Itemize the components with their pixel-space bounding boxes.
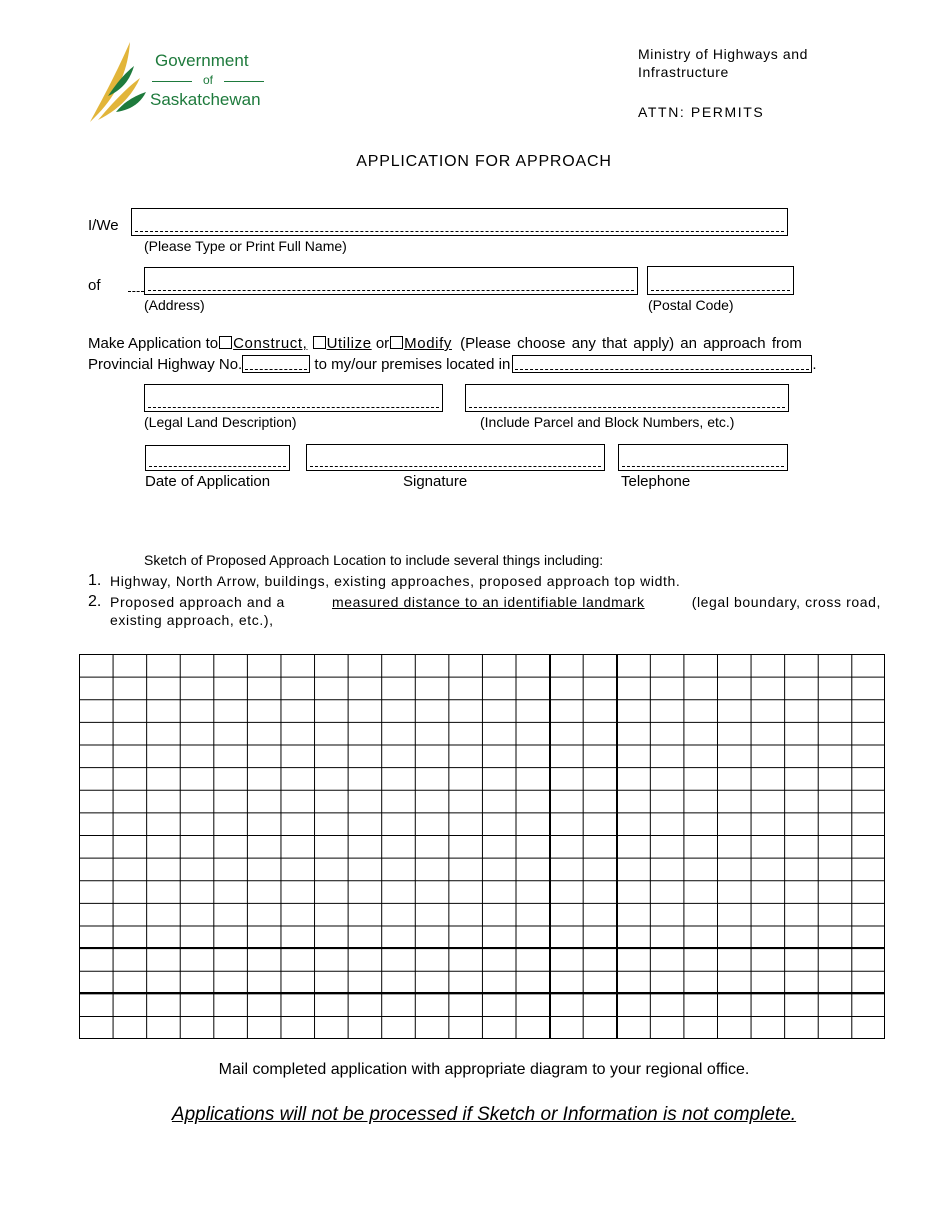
address-leader-line <box>128 291 144 292</box>
sketch-intro: Sketch of Proposed Approach Location to include several things including: <box>144 552 604 568</box>
sketch-item-2-line-2: existing approach, etc.), <box>110 612 274 628</box>
telephone-caption: Telephone <box>621 473 691 490</box>
utilize-checkbox[interactable] <box>313 336 326 349</box>
leaf-logo-icon <box>88 40 148 124</box>
sketch-item-2-post: (legal boundary, cross road, <box>691 594 881 610</box>
apply-text: (Please choose any that apply) an approach from <box>460 335 802 352</box>
sketch-item-2-pre: Proposed approach and a <box>110 594 285 610</box>
sketch-item-2 <box>110 594 881 610</box>
parcel-block-caption: (Include Parcel and Block Numbers, etc.) <box>480 414 735 430</box>
full-name-caption: (Please Type or Print Full Name) <box>144 238 347 254</box>
ministry-line-1: Ministry of Highways and <box>638 46 809 62</box>
mail-instructions: Mail completed application with appropriate diagram to your regional office. <box>218 1061 750 1078</box>
grid-major-vertical-1 <box>549 655 551 1038</box>
page-title: APPLICATION FOR APPROACH <box>356 153 612 170</box>
highway-line <box>88 355 817 373</box>
signature-caption: Signature <box>403 473 468 490</box>
or-text: or <box>375 335 390 352</box>
address-field[interactable] <box>144 267 638 295</box>
legal-land-description-field[interactable] <box>144 384 443 412</box>
to-premises-text: to my/our premises located in <box>314 356 511 373</box>
period: . <box>812 356 817 373</box>
sketch-item-2-number: 2. <box>88 593 102 610</box>
make-application-text: Make Application to <box>88 335 219 352</box>
grid-major-vertical-2 <box>616 655 618 1038</box>
logo-of-left-rule <box>152 81 192 82</box>
signature-field[interactable] <box>306 444 605 471</box>
iwe-label: I/We <box>88 217 119 234</box>
sketch-item-1: Highway, North Arrow, buildings, existing approaches, proposed approach top width. <box>110 573 681 589</box>
sketch-grid[interactable] <box>79 654 885 1039</box>
attn-permits: ATTN: PERMITS <box>638 104 765 120</box>
construct-label: Construct, <box>233 335 308 352</box>
date-caption: Date of Application <box>145 473 271 490</box>
telephone-field[interactable] <box>618 444 788 471</box>
government-logo <box>88 40 278 124</box>
postal-code-caption: (Postal Code) <box>648 297 734 313</box>
provincial-highway-text: Provincial Highway No. <box>88 356 243 373</box>
date-of-application-field[interactable] <box>145 445 290 471</box>
utilize-label: Utilize <box>326 335 372 352</box>
legal-land-caption: (Legal Land Description) <box>144 414 297 430</box>
full-name-field[interactable] <box>131 208 788 236</box>
ministry-line-2: Infrastructure <box>638 64 729 80</box>
modify-checkbox[interactable] <box>390 336 403 349</box>
grid-major-horizontal-1 <box>80 947 884 949</box>
logo-line-of <box>152 73 264 89</box>
construct-checkbox[interactable] <box>219 336 232 349</box>
postal-code-field[interactable] <box>647 266 794 295</box>
highway-number-field[interactable] <box>242 355 310 373</box>
of-label: of <box>88 277 101 294</box>
logo-line-saskatchewan: Saskatchewan <box>150 90 261 109</box>
parcel-block-field[interactable] <box>465 384 789 412</box>
address-caption: (Address) <box>144 297 205 313</box>
grid-major-horizontal-2 <box>80 992 884 994</box>
sketch-item-2-underlined: measured distance to an identifiable landmark <box>332 594 645 610</box>
logo-line-government: Government <box>155 51 249 70</box>
logo-of-right-rule <box>224 81 264 82</box>
logo-of-text: of <box>202 73 213 87</box>
make-application-line <box>88 335 802 352</box>
sketch-item-1-number: 1. <box>88 572 102 589</box>
premises-location-field[interactable] <box>512 355 812 373</box>
completeness-warning: Applications will not be processed if Sketch or Information is not complete. <box>171 1104 797 1125</box>
modify-label: Modify <box>404 335 452 352</box>
